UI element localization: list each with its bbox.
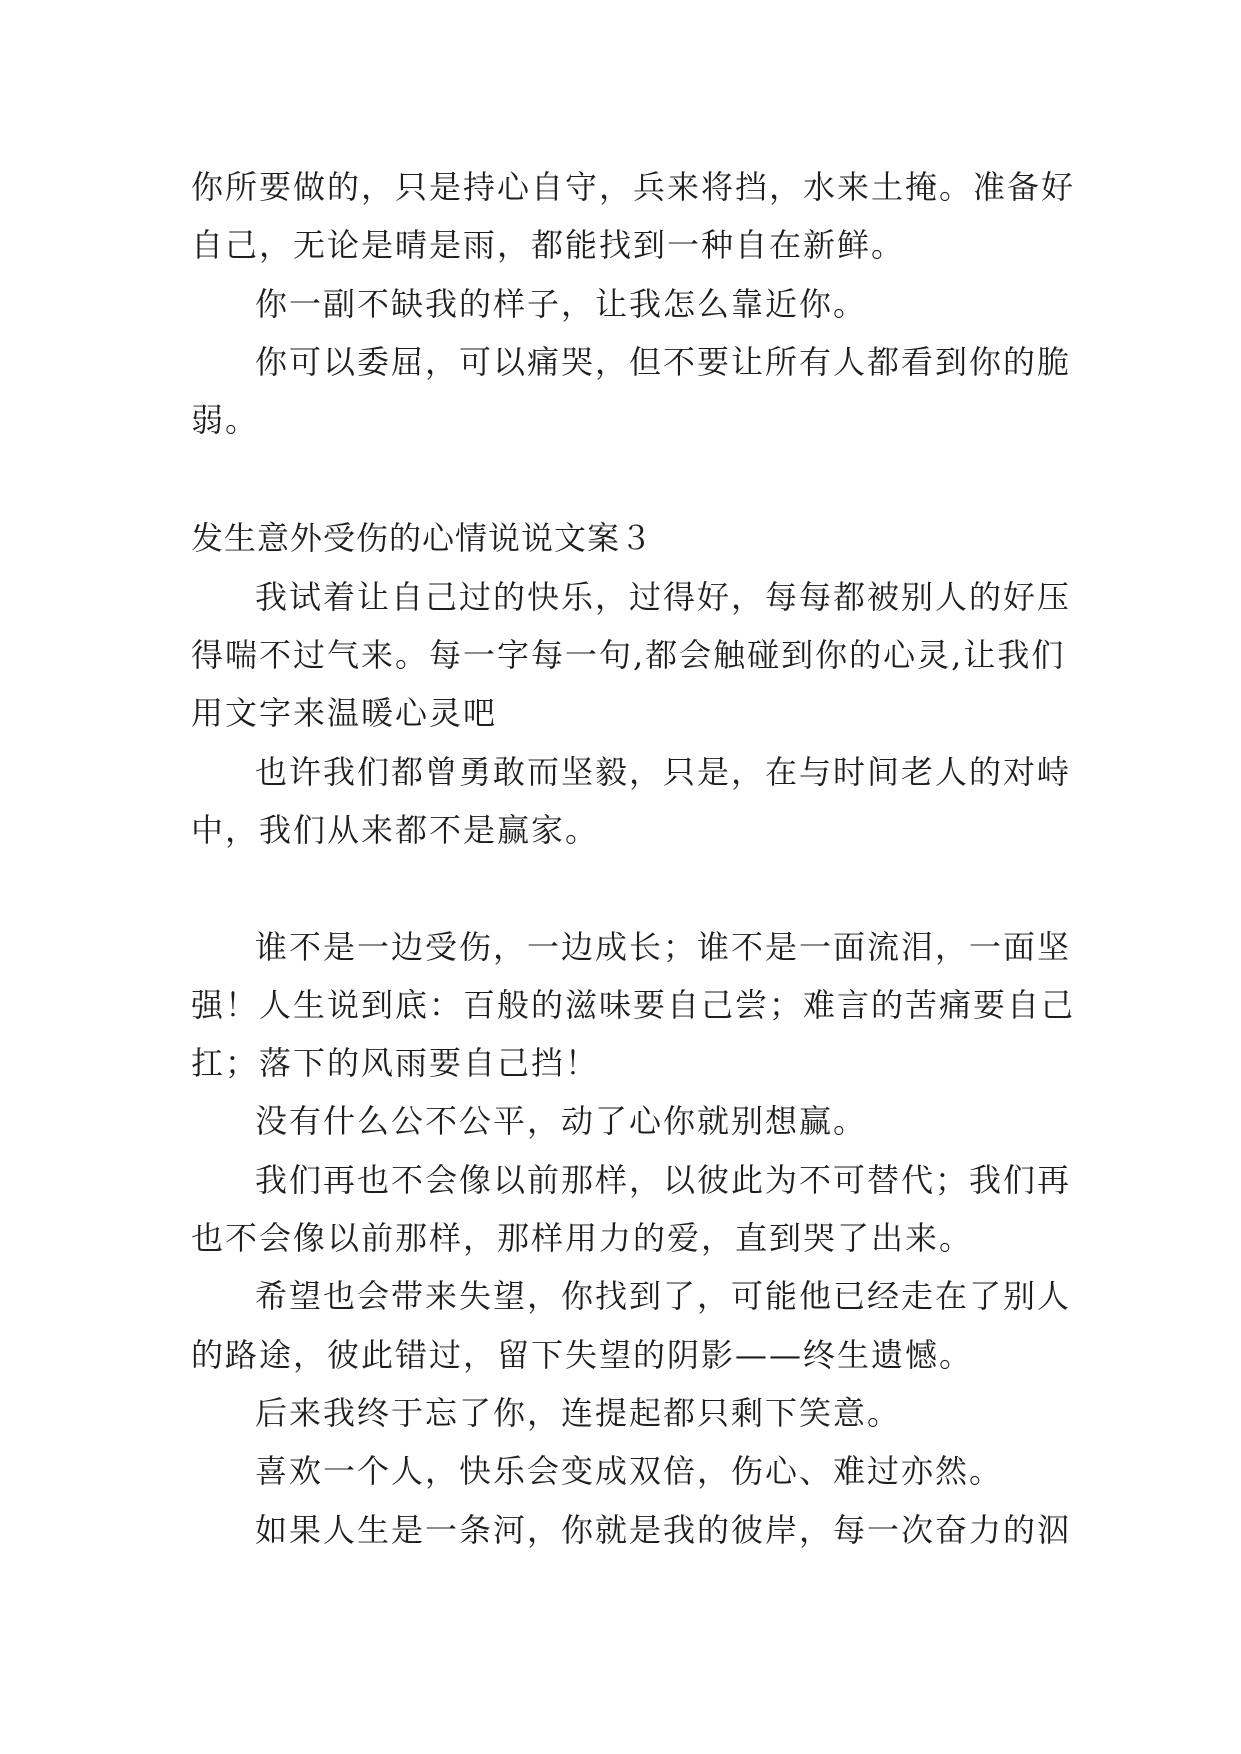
paragraph-line: 用文字来温暖心灵吧	[191, 694, 498, 732]
paragraph-line: 也许我们都曾勇敢而坚毅，只是，在与时间老人的对峙	[255, 753, 1072, 791]
paragraph-line: 扛；落下的风雨要自己挡！	[191, 1044, 600, 1082]
paragraph-line: 你可以委屈，可以痛哭，但不要让所有人都看到你的脆	[255, 343, 1072, 381]
paragraph-line: 得喘不过气来。每一字每一句,都会触碰到你的心灵,让我们	[191, 636, 1066, 674]
paragraph-line: 弱。	[191, 401, 260, 439]
paragraph-line: 希望也会带来失望，你找到了，可能他已经走在了别人	[255, 1277, 1072, 1315]
paragraph-line: 我们再也不会像以前那样，以彼此为不可替代；我们再	[255, 1161, 1072, 1199]
section-heading: 发生意外受伤的心情说说文案３	[191, 519, 654, 557]
paragraph-line: 你所要做的，只是持心自守，兵来将挡，水来土掩。准备好	[191, 168, 1076, 206]
paragraph-line: 也不会像以前那样，那样用力的爱，直到哭了出来。	[191, 1219, 974, 1257]
paragraph-line: 的路途，彼此错过，留下失望的阴影——终生遗憾。	[191, 1336, 974, 1374]
paragraph-line: 强！人生说到底：百般的滋味要自己尝；难言的苦痛要自己	[191, 986, 1076, 1024]
paragraph-line: 你一副不缺我的样子，让我怎么靠近你。	[255, 285, 868, 323]
paragraph-line: 谁不是一边受伤，一边成长；谁不是一面流泪，一面坚	[255, 928, 1072, 966]
paragraph-line: 中，我们从来都不是赢家。	[191, 811, 600, 849]
paragraph-line: 没有什么公不公平，动了心你就别想赢。	[255, 1102, 868, 1140]
paragraph-line: 喜欢一个人，快乐会变成双倍，伤心、难过亦然。	[255, 1452, 1004, 1490]
paragraph-line: 后来我终于忘了你，连提起都只剩下笑意。	[255, 1394, 902, 1432]
paragraph-line: 自己，无论是晴是雨，都能找到一种自在新鲜。	[191, 226, 906, 264]
paragraph-line: 我试着让自己过的快乐，过得好，每每都被别人的好压	[255, 578, 1072, 616]
paragraph-line: 如果人生是一条河，你就是我的彼岸，每一次奋力的泅	[255, 1511, 1072, 1549]
